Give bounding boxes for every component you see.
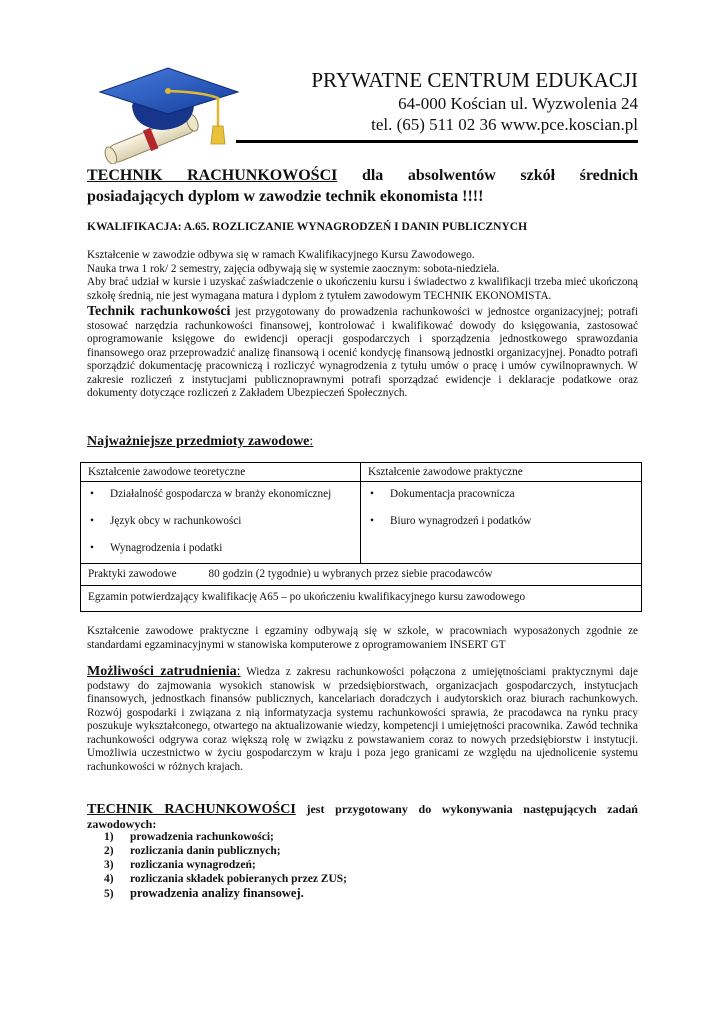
subjects-heading-text: Najważniejsze przedmioty zawodowe <box>87 434 310 449</box>
practice-cell <box>81 564 499 585</box>
list-item <box>104 830 347 844</box>
task-number: 2) <box>104 845 114 857</box>
school-contact: tel. (65) 511 02 36 www.pce.koscian.pl <box>371 115 638 134</box>
description-text: jest przygotowany do prowadzenia rachunkowości w jednostce organizacyjnej; potrafi stosować narzędzia rachunkowości finansowej, kontrolować i kwalifikować dowody do księgowania, zastosować oprogramowanie księgowe do ewidencji operacji gospodarczych i sporządzenia jednostkowego sprawozdania finansowego oraz przeprowadzić analizę finansową i ocenić kondycję finansową jednostki organizacyjnej. Ponadto potrafi sporządzić dokumentację pracowniczą i rozliczyć wynagrodzenia z tytułu umów o pracę i umów cywilnoprawnych. W zakresie rozliczeń z instytucjami publicznoprawnymi potrafi sporządzać ewidencje i deklaracje podatkowe oraz dokumenty dotyczące rozliczeń z Zakładem Ubezpieczeń Społecznych. <box>87 306 638 399</box>
title-main: TECHNIK RACHUNKOWOŚCI <box>87 167 338 184</box>
employment-text: Wiedza z zakresu rachunkowości połączona z umiejętnościami praktycznymi daje podstawy do zajmowania wysokich stanowisk w przedsiębiorstwach, organizacjach gospodarczych, instytucjach finansowych, jednostkach finansów publicznych, kancelariach doradczych i audytorskich oraz biurach rachunkowych. Rozwój gospodarki i związana z nią informatyzacja systemu rachunkowości sprawia, że pracodawca na rynku pracy poszukuje wykształconego, otwartego na aktualizowanie wiedzy, kompetencji i umiejętności pracownika. Zawód technika rachunkowości odgrywa coraz większą rolę w związku z powstawaniem coraz to nowych przedsiębiorstw i instytucji. Umożliwia uczestnictwo w życiu gospodarczym w kraju i poza jego granicami ze względu na ujednolicenie systemu rachunkowości w różnych krajach. <box>87 666 638 773</box>
title-rest: dla absolwentów szkół średnich <box>361 167 639 184</box>
tasks-heading <box>87 802 638 831</box>
employment-paragraph <box>87 665 638 774</box>
bullet-icon: • <box>370 515 374 527</box>
qualification-heading: KWALIFIKACJA: A.65. ROZLICZANIE WYNAGRODZEŃ I DANIN PUBLICZNYCH <box>87 221 528 233</box>
task-number: 5) <box>104 888 114 900</box>
task-text: rozliczania wynagrodzeń; <box>130 859 256 871</box>
table-subjects-row <box>81 482 641 564</box>
list-item <box>104 858 347 872</box>
description-paragraph <box>87 305 638 401</box>
list-item <box>104 872 347 886</box>
task-number: 1) <box>104 831 114 843</box>
after-table-note: Kształcenie zawodowe praktyczne i egzaminy odbywają się w szkole, w pracowniach wyposażonych zgodnie ze standardami egzaminacyjnymi w stanowiska komputerowe z oprogramowaniem INSERT GT <box>87 625 638 651</box>
header-divider <box>236 140 638 143</box>
list-item <box>104 844 347 858</box>
list-item <box>368 514 632 528</box>
tasks-heading-rest: jest przygotowany do wykonywania następujących zadań zawodowych: <box>87 802 638 831</box>
table-header-row <box>81 463 641 482</box>
school-address: 64-000 Kościan ul. Wyzwolenia 24 <box>398 94 638 113</box>
list-item <box>368 487 632 501</box>
intro-line-1: Kształcenie w zawodzie odbywa się w ramach Kwalifikacyjnego Kursu Zawodowego. <box>87 249 475 261</box>
theory-list-cell <box>81 482 361 563</box>
col-header-practice: Kształcenie zawodowe praktyczne <box>368 466 523 478</box>
task-number: 4) <box>104 873 114 885</box>
subjects-heading <box>87 434 313 450</box>
intro-line-3: Aby brać udział w kursie i uzyskać zaświadczenie o ukończeniu kursu i świadectwo z kwalifikacji trzeba mieć ukończoną szkołę średnią, nie jest wymagana matura i dyplom z tytułem zawodowym TECHNIK EKONOMISTA. <box>87 276 638 302</box>
col-header-theory: Kształcenie zawodowe teoretyczne <box>81 463 361 481</box>
theory-list <box>88 487 353 555</box>
tasks-heading-lead: TECHNIK RACHUNKOWOŚCI <box>87 802 296 817</box>
list-item <box>88 541 353 555</box>
task-text: prowadzenia analizy finansowej. <box>130 886 304 900</box>
practice-list-cell <box>361 482 639 563</box>
bullet-icon: • <box>90 515 94 527</box>
practice-list <box>368 487 632 528</box>
task-text: prowadzenia rachunkowości; <box>130 831 274 843</box>
practice-label: Praktyki zawodowe <box>88 568 177 580</box>
bullet-icon: • <box>370 488 374 500</box>
tasks-list <box>104 830 347 901</box>
table-exam-row <box>81 586 641 611</box>
theory-item-1: Działalność gospodarcza w branży ekonomicznej <box>110 488 332 500</box>
description-lead: Technik rachunkowości <box>87 304 231 319</box>
task-text: rozliczania danin publicznych; <box>130 845 281 857</box>
task-text: rozliczania składek pobieranych przez ZUS; <box>130 873 348 885</box>
subjects-table <box>80 462 642 612</box>
task-number: 3) <box>104 859 114 871</box>
intro-section <box>87 249 638 401</box>
school-name: PRYWATNE CENTRUM EDUKACJI <box>311 68 638 92</box>
list-item <box>88 514 353 528</box>
page-title <box>87 166 638 186</box>
list-item <box>88 487 353 501</box>
employment-heading-colon: : <box>236 664 241 679</box>
subjects-heading-colon: : <box>309 434 314 449</box>
theory-item-3: Wynagrodzenia i podatki <box>110 542 223 554</box>
theory-item-2: Język obcy w rachunkowości <box>110 515 242 527</box>
practice-item-2: Biuro wynagrodzeń i podatków <box>390 515 532 527</box>
exam-cell: Egzamin potwierdzający kwalifikację A65 – po ukończeniu kwalifikacyjnego kursu zawodowego <box>88 591 526 603</box>
bullet-icon: • <box>90 542 94 554</box>
practice-text: 80 godzin (2 tygodnie) u wybranych przez siebie pracodawców <box>208 568 493 580</box>
bullet-icon: • <box>90 488 94 500</box>
graduation-cap-diploma-icon <box>92 62 242 164</box>
practice-item-1: Dokumentacja pracownicza <box>390 488 515 500</box>
employment-heading: Możliwości zatrudnienia <box>87 664 237 679</box>
table-practice-row <box>81 564 641 586</box>
title-line-2: posiadających dyplom w zawodzie technik ekonomista !!!! <box>87 188 484 205</box>
list-item <box>104 886 347 901</box>
intro-line-2: Nauka trwa 1 rok/ 2 semestry, zajęcia odbywają się w systemie zaocznym: sobota-niedziela. <box>87 262 500 275</box>
